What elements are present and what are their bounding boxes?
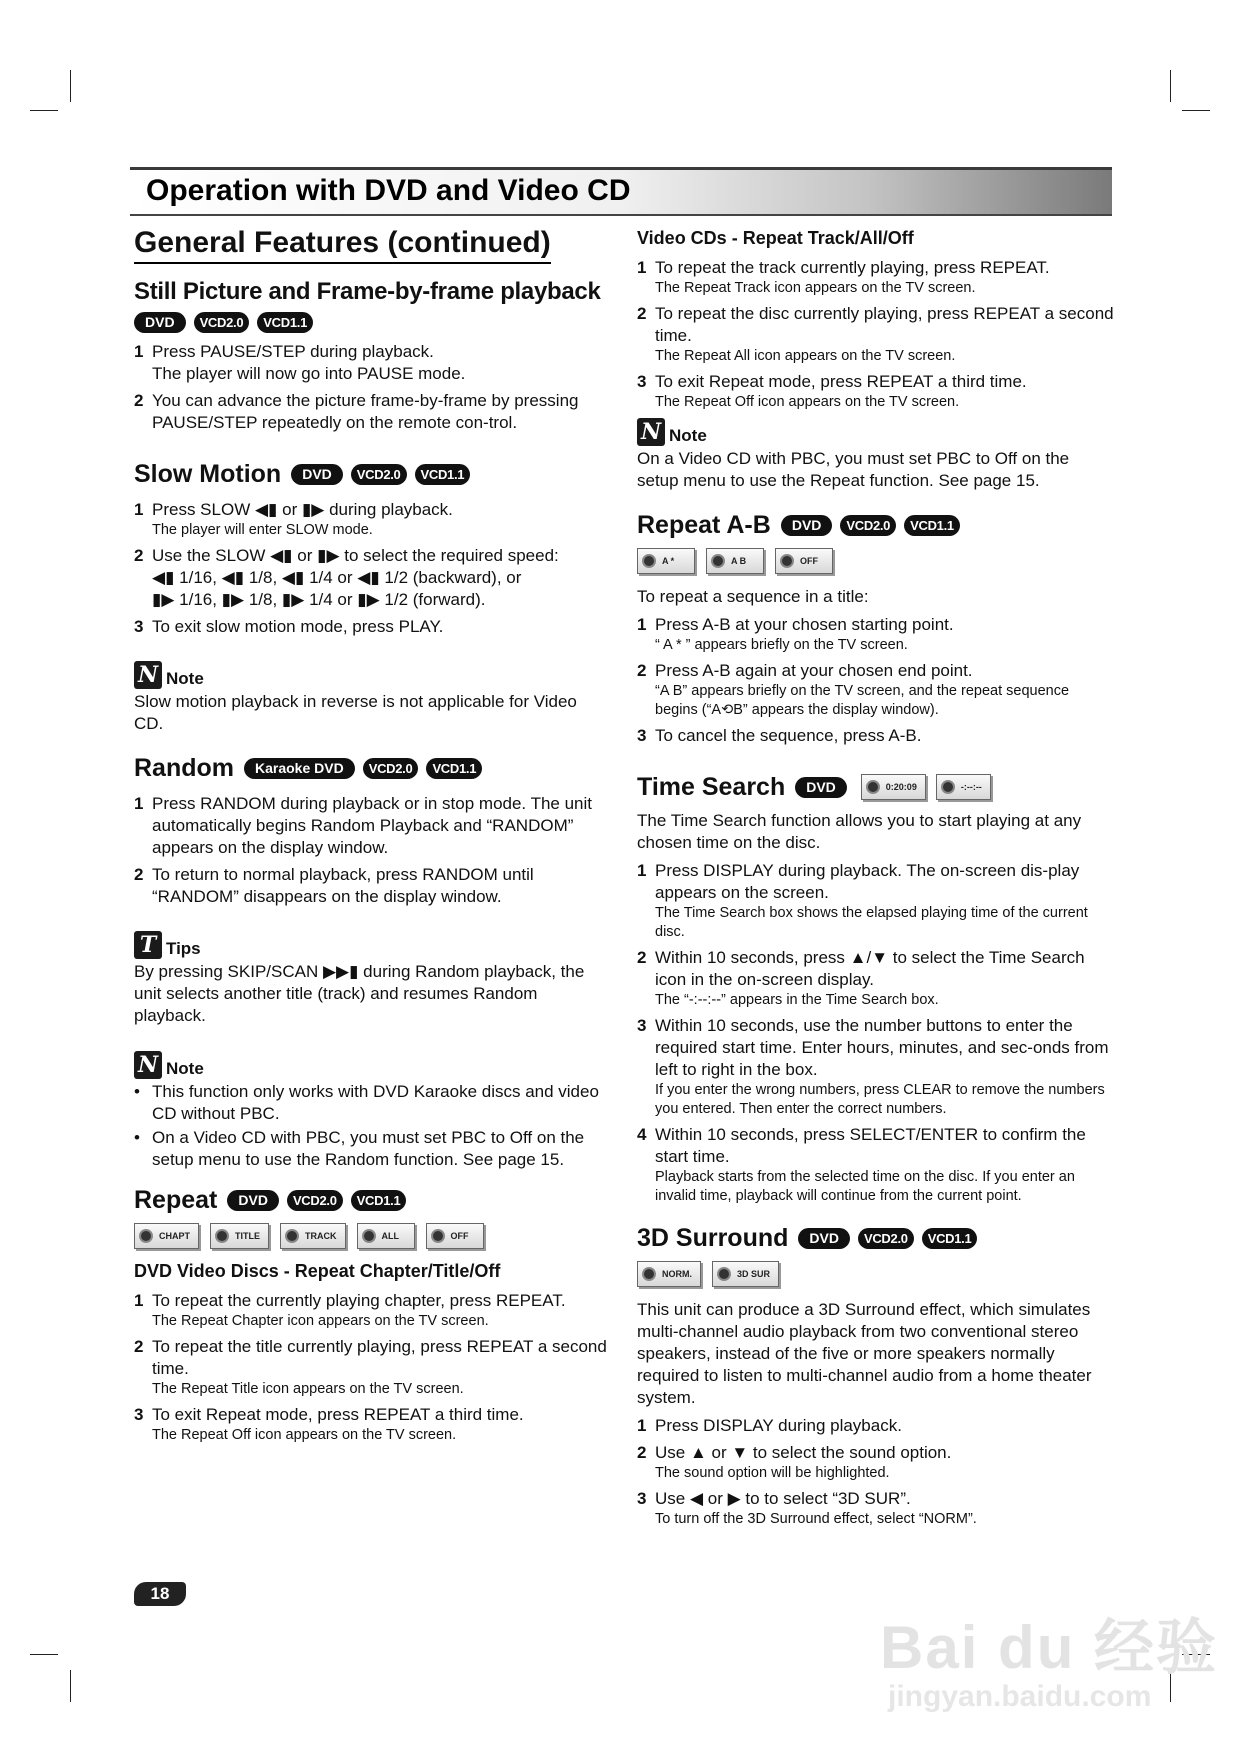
disc-badge: VCD1.1 bbox=[426, 758, 482, 779]
disc-badges bbox=[291, 464, 470, 485]
step-item bbox=[134, 1336, 608, 1399]
disc-badge: VCD1.1 bbox=[415, 464, 471, 485]
surround-intro: This unit can produce a 3D Surround effect, which simulates multi-channel audio playback from two conventional stereo speakers, instead of the five or more speakers normally required to listen to multi-channel audio from a home theater system. bbox=[637, 1300, 1092, 1407]
note-label: Note bbox=[166, 669, 204, 688]
surround-section bbox=[637, 1223, 1115, 1529]
step-text: Use ▲ or ▼ to select the sound option. bbox=[655, 1443, 952, 1462]
step-list bbox=[134, 793, 608, 908]
step-number: 2 bbox=[637, 304, 647, 323]
time-search-heading bbox=[637, 772, 1115, 802]
step-text: To cancel the sequence, press A-B. bbox=[655, 726, 922, 745]
step-list bbox=[134, 341, 608, 434]
note-label: Note bbox=[669, 426, 707, 445]
step-number: 2 bbox=[134, 1337, 144, 1356]
note-text: Slow motion playback in reverse is not applicable for Video CD. bbox=[134, 692, 577, 733]
tips-icon: T bbox=[134, 931, 162, 959]
disc-badge: VCD2.0 bbox=[858, 1228, 914, 1249]
disc-badge: VCD1.1 bbox=[351, 1190, 407, 1211]
step-number: 1 bbox=[134, 342, 144, 361]
step-item bbox=[134, 864, 608, 908]
step-number: 3 bbox=[637, 1016, 647, 1035]
disc-badges bbox=[227, 1190, 406, 1211]
step-subtext: “A B” appears briefly on the TV screen, and the repeat sequence begins (“A⟲B” appears the display window). bbox=[655, 683, 1070, 718]
slow-motion-title: Slow Motion bbox=[134, 460, 282, 488]
disc-badges bbox=[795, 777, 847, 798]
step-text: Use ◀ or ▶ to to select “3D SUR”. bbox=[655, 1489, 911, 1508]
note-label: Note bbox=[166, 1059, 204, 1078]
step-number: 3 bbox=[637, 372, 647, 391]
tips-label: Tips bbox=[166, 939, 201, 958]
step-list bbox=[637, 614, 1115, 747]
time-search-section bbox=[637, 772, 1115, 1206]
bullet-item: • This function only works with DVD Karaoke discs and video CD without PBC. bbox=[134, 1081, 608, 1125]
step-number: 1 bbox=[637, 861, 647, 880]
step-text: To exit Repeat mode, press REPEAT a third time. bbox=[152, 1405, 524, 1424]
step-text: To repeat the disc currently playing, press REPEAT a second time. bbox=[655, 304, 1114, 345]
crop-mark bbox=[1170, 70, 1171, 102]
disc-badge: VCD1.1 bbox=[922, 1228, 978, 1249]
step-subtext: The Repeat Off icon appears on the TV screen. bbox=[152, 1427, 457, 1443]
step-item bbox=[637, 257, 1115, 298]
page-number: 18 bbox=[134, 1582, 186, 1606]
step-text: To repeat the title currently playing, press REPEAT a second time. bbox=[152, 1337, 607, 1378]
still-picture-title: Still Picture and Frame-by-frame playback bbox=[134, 278, 601, 305]
section-banner bbox=[130, 167, 1112, 216]
disc-badge: Karaoke DVD bbox=[244, 758, 355, 779]
surround-osd-icons bbox=[637, 1261, 1115, 1287]
disc-badge: DVD bbox=[291, 464, 343, 485]
step-number: 2 bbox=[637, 661, 647, 680]
repeat-ab-title: Repeat A-B bbox=[637, 511, 771, 539]
step-subtext: The Repeat Title icon appears on the TV screen. bbox=[152, 1381, 464, 1397]
step-text: You can advance the picture frame-by-frame by pressing PAUSE/STEP repeatedly on the remote con-trol. bbox=[152, 391, 579, 432]
ab-intro: To repeat a sequence in a title: bbox=[637, 587, 869, 606]
crop-mark bbox=[30, 110, 58, 111]
step-number: 1 bbox=[134, 794, 144, 813]
disc-badge: DVD bbox=[781, 515, 833, 536]
step-subtext: The Repeat Chapter icon appears on the TV screen. bbox=[152, 1313, 489, 1329]
step-item bbox=[134, 341, 608, 385]
step-text: Press PAUSE/STEP during playback. bbox=[152, 342, 434, 361]
step-text: Use the SLOW ◀▮ or ▮▶ to select the required speed: bbox=[152, 546, 559, 565]
vcd-repeat-subtitle: Video CDs - Repeat Track/All/Off bbox=[637, 228, 914, 248]
step-subtext: “ A * ” appears briefly on the TV screen. bbox=[655, 637, 908, 653]
step-text: To repeat the track currently playing, press REPEAT. bbox=[655, 258, 1050, 277]
section-title: Operation with DVD and Video CD bbox=[146, 174, 631, 207]
step-number: 2 bbox=[134, 546, 144, 565]
step-subtext: The Repeat All icon appears on the TV screen. bbox=[655, 348, 956, 364]
step-text: Press RANDOM during playback or in stop mode. The unit automatically begins Random Playback and “RANDOM” appears on the display window. bbox=[152, 794, 592, 857]
tips-header bbox=[134, 931, 608, 959]
step-list bbox=[637, 860, 1115, 1206]
step-text: Press SLOW ◀▮ or ▮▶ during playback. bbox=[152, 500, 453, 519]
repeat-ab-section bbox=[637, 510, 1115, 747]
step-subtext: The Repeat Off icon appears on the TV screen. bbox=[655, 394, 960, 410]
disc-badge: VCD1.1 bbox=[257, 312, 313, 333]
step-text: To repeat the currently playing chapter, press REPEAT. bbox=[152, 1291, 566, 1310]
step-number: 2 bbox=[134, 391, 144, 410]
repeat-track-icon: TRACK bbox=[280, 1223, 346, 1249]
still-picture-section bbox=[134, 278, 608, 434]
disc-badge: VCD2.0 bbox=[287, 1190, 343, 1211]
crop-mark bbox=[30, 1654, 58, 1655]
surround-heading bbox=[637, 1223, 1115, 1253]
step-text: To exit slow motion mode, press PLAY. bbox=[152, 617, 444, 636]
step-list bbox=[134, 1290, 608, 1445]
step-item bbox=[134, 390, 608, 434]
step-item bbox=[637, 660, 1115, 720]
disc-badge: VCD2.0 bbox=[351, 464, 407, 485]
step-text: Press DISPLAY during playback. The on-screen dis-play appears on the screen. bbox=[655, 861, 1080, 902]
repeat-title-icon: TITLE bbox=[210, 1223, 269, 1249]
step-text: The player will now go into PAUSE mode. bbox=[152, 364, 466, 383]
repeat-osd-icons bbox=[134, 1223, 608, 1249]
step-text: Within 10 seconds, press SELECT/ENTER to confirm the start time. bbox=[655, 1125, 1086, 1166]
step-number: 2 bbox=[637, 1443, 647, 1462]
repeat-all-icon: ALL bbox=[357, 1223, 415, 1249]
step-number: 1 bbox=[637, 615, 647, 634]
step-text: ◀▮ 1/16, ◀▮ 1/8, ◀▮ 1/4 or ◀▮ 1/2 (backward), or bbox=[152, 568, 522, 587]
step-item bbox=[134, 616, 608, 638]
step-number: 1 bbox=[637, 1416, 647, 1435]
step-subtext: Playback starts from the selected time on the disc. If you enter an invalid time, playback will continue from the current point. bbox=[655, 1169, 1075, 1204]
step-text: Press DISPLAY during playback. bbox=[655, 1416, 902, 1435]
step-item bbox=[637, 1015, 1115, 1119]
step-subtext: The sound option will be highlighted. bbox=[655, 1465, 890, 1481]
step-list bbox=[134, 499, 608, 638]
slow-motion-heading bbox=[134, 459, 608, 489]
step-number: 3 bbox=[637, 1489, 647, 1508]
repeat-ab-heading bbox=[637, 510, 1115, 540]
bullet-text: On a Video CD with PBC, you must set PBC to Off on the setup menu to use the Random function. See page 15. bbox=[152, 1128, 585, 1169]
ab-osd-icons bbox=[637, 548, 1115, 574]
step-number: 3 bbox=[134, 1405, 144, 1424]
repeat-subtitle: DVD Video Discs - Repeat Chapter/Title/Off bbox=[134, 1261, 501, 1281]
disc-badge: VCD2.0 bbox=[363, 758, 419, 779]
step-item bbox=[134, 499, 608, 540]
step-subtext: The Repeat Track icon appears on the TV screen. bbox=[655, 280, 976, 296]
step-item bbox=[637, 371, 1115, 412]
disc-badge: VCD2.0 bbox=[840, 515, 896, 536]
step-list bbox=[637, 257, 1115, 412]
surround-title: 3D Surround bbox=[637, 1224, 789, 1252]
surround-3d-icon: 3D SUR bbox=[712, 1261, 779, 1287]
disc-badge: DVD bbox=[227, 1190, 279, 1211]
time-intro: The Time Search function allows you to start playing at any chosen time on the disc. bbox=[637, 811, 1082, 852]
disc-badge: DVD bbox=[795, 777, 847, 798]
surround-norm-icon: NORM. bbox=[637, 1261, 701, 1287]
step-item bbox=[637, 725, 1115, 747]
right-column bbox=[637, 220, 1115, 1534]
repeat-off-icon: OFF bbox=[426, 1223, 484, 1249]
step-number: 2 bbox=[134, 865, 144, 884]
step-item bbox=[637, 947, 1115, 1010]
step-item bbox=[134, 793, 608, 859]
step-item bbox=[637, 1488, 1115, 1529]
step-number: 1 bbox=[134, 1291, 144, 1310]
disc-badge: DVD bbox=[134, 312, 186, 333]
left-column bbox=[134, 220, 608, 1450]
random-heading bbox=[134, 753, 608, 783]
disc-badge: DVD bbox=[798, 1228, 850, 1249]
step-item bbox=[134, 1290, 608, 1331]
note-icon: N bbox=[637, 418, 665, 446]
repeat-chapter-icon: CHAPT bbox=[134, 1223, 199, 1249]
page-heading: General Features (continued) bbox=[134, 226, 551, 264]
crop-mark bbox=[70, 70, 71, 102]
step-item bbox=[134, 545, 608, 611]
disc-badges bbox=[244, 758, 482, 779]
step-text: Press A-B again at your chosen end point. bbox=[655, 661, 973, 680]
disc-badge: VCD2.0 bbox=[194, 312, 250, 333]
note-header bbox=[134, 661, 608, 689]
time-empty-icon: -:--:-- bbox=[936, 774, 991, 800]
disc-badges bbox=[134, 312, 313, 333]
random-title: Random bbox=[134, 754, 234, 782]
crop-mark bbox=[70, 1670, 71, 1702]
step-text: Press A-B at your chosen starting point. bbox=[655, 615, 954, 634]
step-list bbox=[637, 1415, 1115, 1529]
bullet-text: This function only works with DVD Karaoke discs and video CD without PBC. bbox=[152, 1082, 599, 1123]
watermark-logo: Bai du 经验 bbox=[880, 1614, 1219, 1681]
tips-text: By pressing SKIP/SCAN ▶▶▮ during Random playback, the unit selects another title (track) and resumes Random playback. bbox=[134, 962, 585, 1025]
step-text: To return to normal playback, press RANDOM until “RANDOM” disappears on the display window. bbox=[152, 865, 534, 906]
repeat-title: Repeat bbox=[134, 1186, 218, 1214]
random-section bbox=[134, 753, 608, 1171]
disc-badge: VCD1.1 bbox=[904, 515, 960, 536]
step-subtext: To turn off the 3D Surround effect, select “NORM”. bbox=[655, 1511, 977, 1527]
step-item bbox=[637, 614, 1115, 655]
step-number: 2 bbox=[637, 948, 647, 967]
step-number: 3 bbox=[637, 726, 647, 745]
step-item bbox=[637, 303, 1115, 366]
watermark-url: jingyan.baidu.com bbox=[888, 1680, 1152, 1713]
repeat-ab-icon: A B bbox=[706, 548, 764, 574]
step-number: 1 bbox=[637, 258, 647, 277]
step-text: ▮▶ 1/16, ▮▶ 1/8, ▮▶ 1/4 or ▮▶ 1/2 (forward). bbox=[152, 590, 486, 609]
step-subtext: The Time Search box shows the elapsed playing time of the current disc. bbox=[655, 905, 1088, 940]
disc-badges bbox=[781, 515, 960, 536]
slow-motion-section bbox=[134, 459, 608, 735]
step-item bbox=[637, 1442, 1115, 1483]
crop-mark bbox=[1182, 110, 1210, 111]
step-number: 1 bbox=[134, 500, 144, 519]
step-subtext: If you enter the wrong numbers, press CLEAR to remove the numbers you entered. Then enter the correct numbers. bbox=[655, 1082, 1105, 1117]
note-text: On a Video CD with PBC, you must set PBC to Off on the setup menu to use the Repeat function. See page 15. bbox=[637, 449, 1070, 490]
bullet-item: • On a Video CD with PBC, you must set PBC to Off on the setup menu to use the Random function. See page 15. bbox=[134, 1127, 608, 1171]
step-item bbox=[134, 1404, 608, 1445]
step-text: Within 10 seconds, use the number buttons to enter the required start time. Enter hours, minutes, and sec-onds from left to right in the box. bbox=[655, 1016, 1109, 1079]
step-number: 4 bbox=[637, 1125, 647, 1144]
time-elapsed-icon: 0:20:09 bbox=[861, 774, 926, 800]
step-text: Within 10 seconds, press ▲/▼ to select the Time Search icon in the on-screen display. bbox=[655, 948, 1085, 989]
repeat-section bbox=[134, 1185, 608, 1445]
step-item bbox=[637, 860, 1115, 942]
note-header bbox=[134, 1051, 608, 1079]
step-subtext: The player will enter SLOW mode. bbox=[152, 522, 373, 538]
repeat-heading bbox=[134, 1185, 608, 1215]
disc-badges bbox=[798, 1228, 977, 1249]
vcd-repeat-section bbox=[637, 228, 1115, 492]
note-header bbox=[637, 418, 1115, 446]
note-icon: N bbox=[134, 661, 162, 689]
note-icon: N bbox=[134, 1051, 162, 1079]
step-number: 3 bbox=[134, 617, 144, 636]
step-subtext: The “-:--:--” appears in the Time Search box. bbox=[655, 992, 939, 1008]
step-text: To exit Repeat mode, press REPEAT a third time. bbox=[655, 372, 1027, 391]
note-bullets bbox=[134, 1081, 608, 1171]
time-search-title: Time Search bbox=[637, 773, 786, 801]
step-item bbox=[637, 1124, 1115, 1206]
step-item bbox=[637, 1415, 1115, 1437]
repeat-ab-off-icon: OFF bbox=[775, 548, 833, 574]
repeat-a-icon: A * bbox=[637, 548, 695, 574]
